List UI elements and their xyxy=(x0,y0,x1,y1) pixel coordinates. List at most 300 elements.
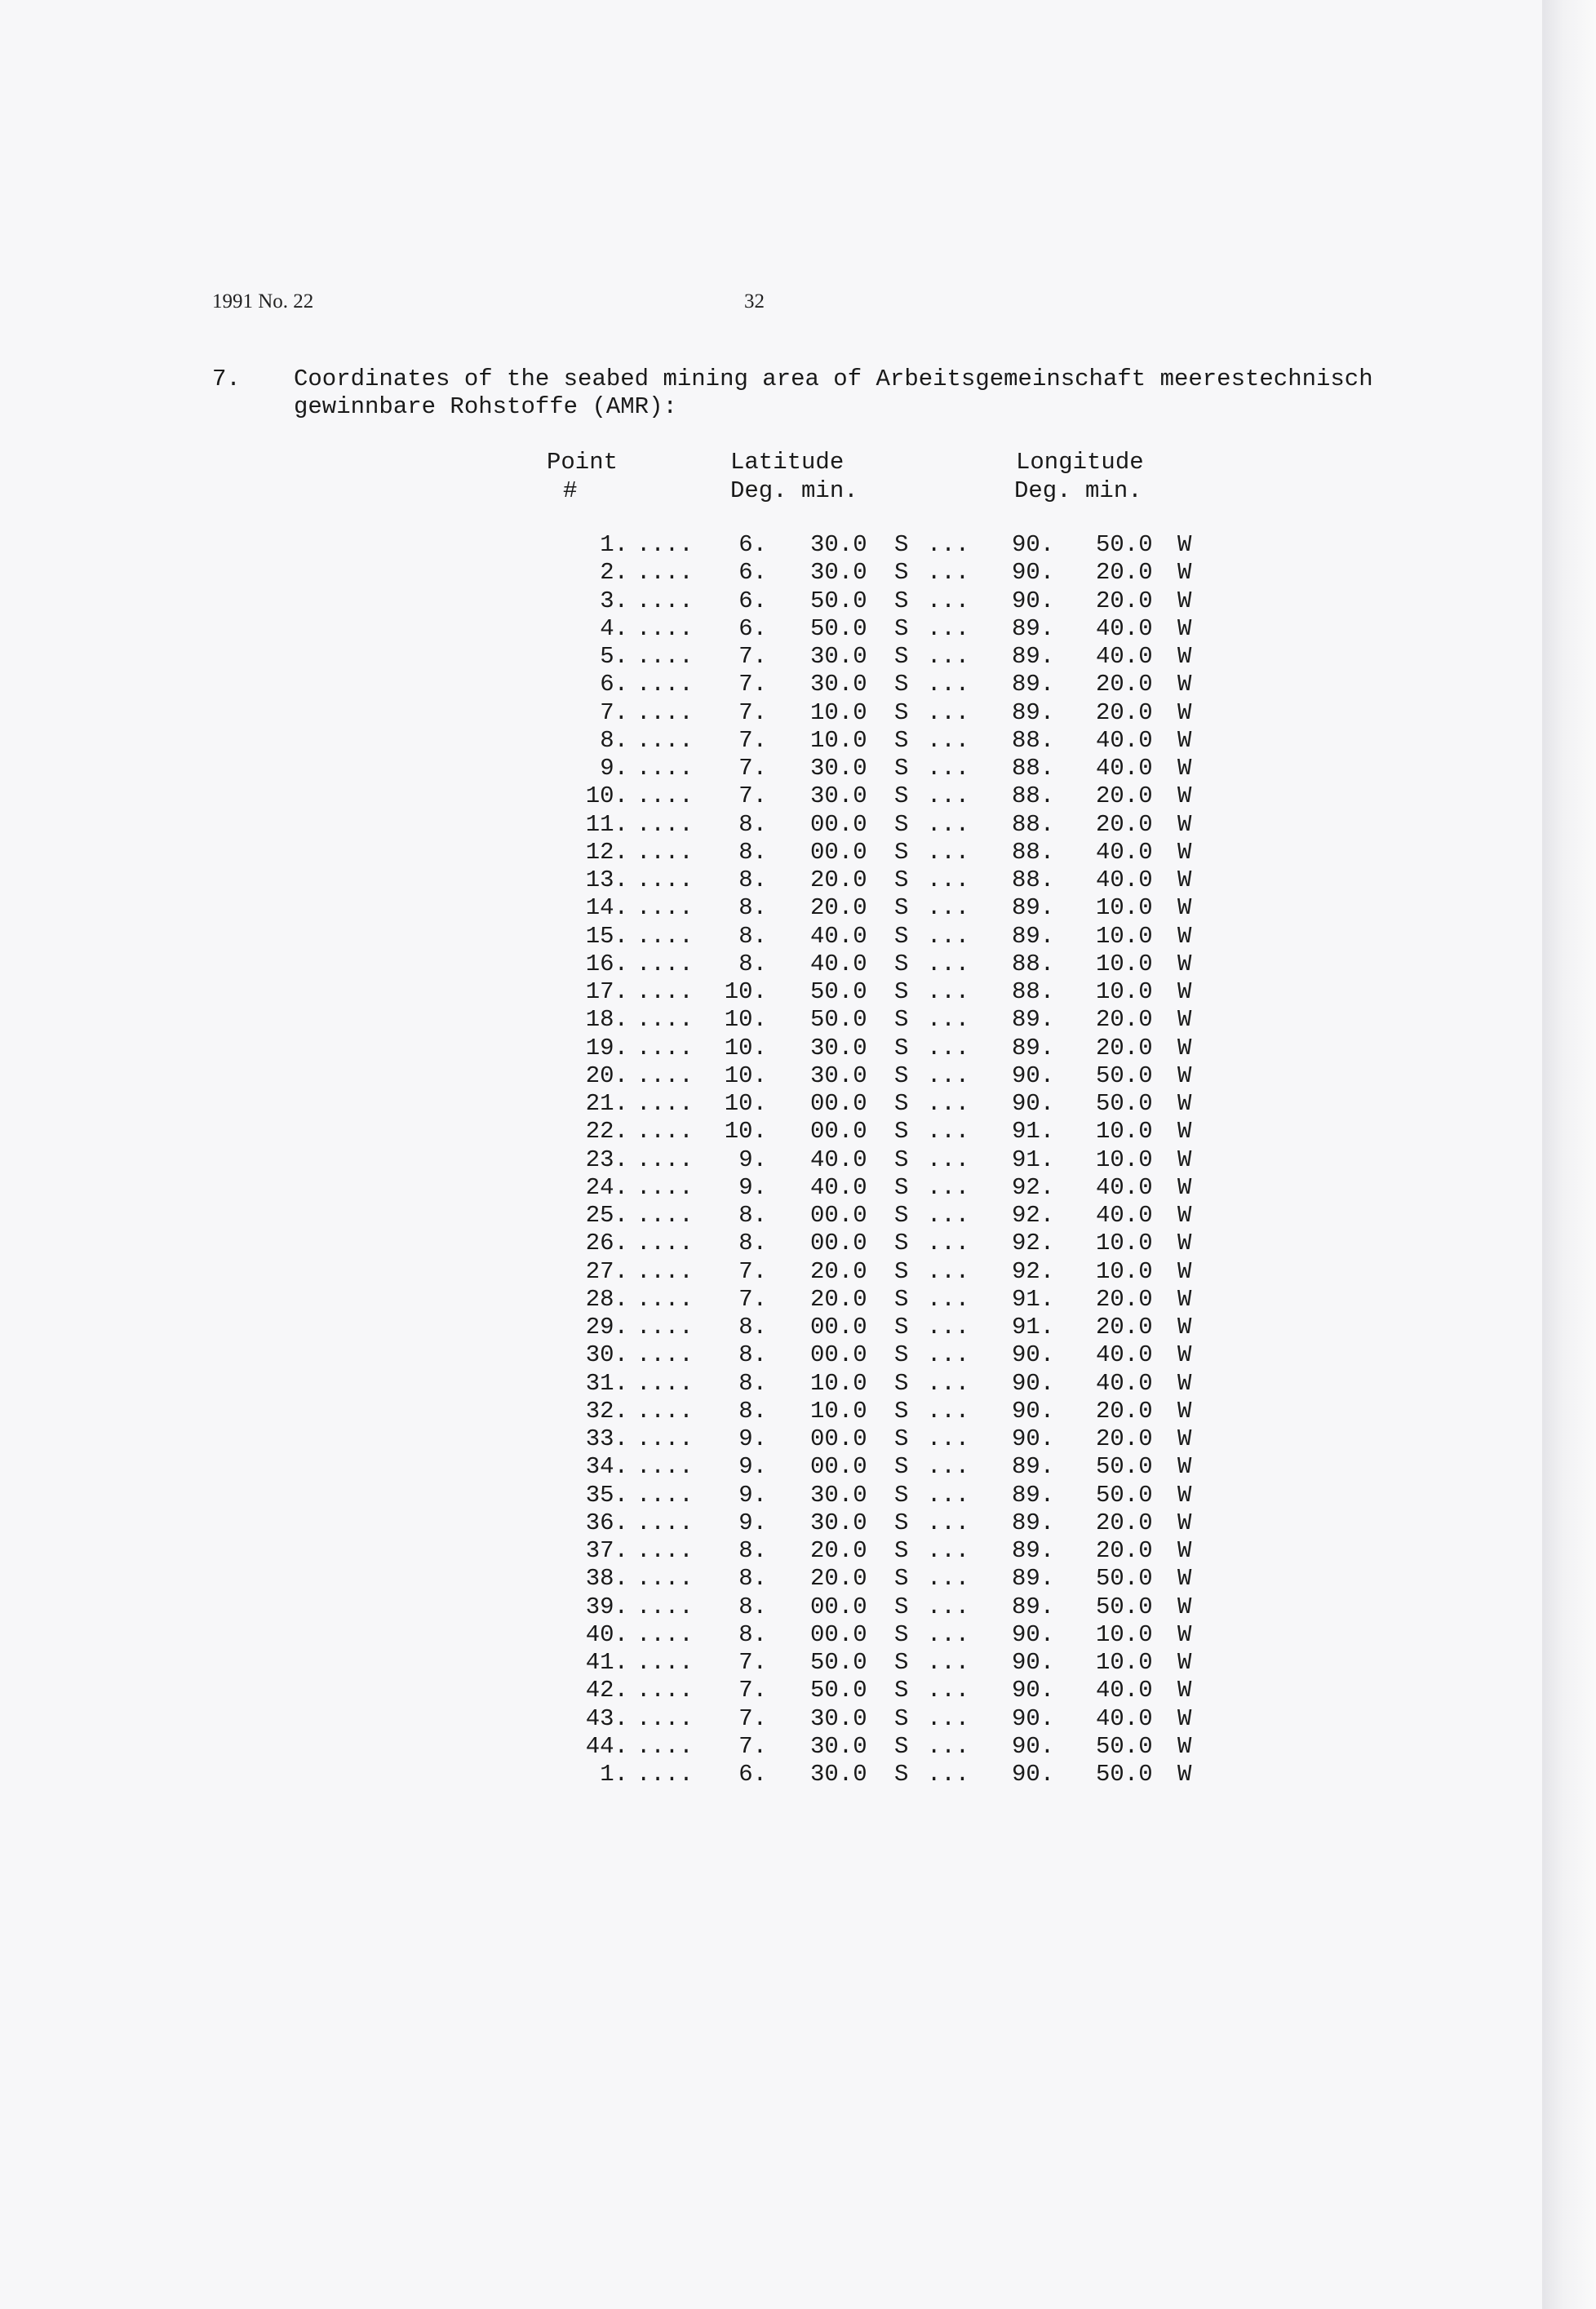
longitude-minutes: 10.0 xyxy=(1096,1146,1153,1173)
latitude-degrees: 7. xyxy=(738,782,767,810)
leader-dots: .... xyxy=(636,1369,694,1397)
point-number: 33. xyxy=(585,1425,628,1452)
point-number: 12. xyxy=(585,838,628,866)
longitude-degrees: 91. xyxy=(1012,1146,1055,1173)
leader-ellipsis: ... xyxy=(927,1146,970,1173)
longitude-degrees: 89. xyxy=(1012,1453,1055,1481)
point-number: 38. xyxy=(585,1565,628,1593)
leader-dots: .... xyxy=(636,1732,694,1760)
latitude-minutes: 30.0 xyxy=(810,531,867,558)
longitude-degrees: 90. xyxy=(1012,1425,1055,1452)
table-row xyxy=(0,699,1542,727)
latitude-degrees: 8. xyxy=(738,838,767,866)
latitude-degrees: 6. xyxy=(738,559,767,587)
leader-ellipsis: ... xyxy=(927,1173,970,1201)
longitude-degrees: 88. xyxy=(1012,755,1055,782)
latitude-hemisphere: S xyxy=(894,1649,909,1676)
longitude-minutes: 40.0 xyxy=(1096,1677,1153,1704)
section-number: 7. xyxy=(212,366,241,392)
longitude-degrees: 88. xyxy=(1012,782,1055,810)
table-row xyxy=(0,559,1542,587)
leader-dots: .... xyxy=(636,755,694,782)
longitude-hemisphere: W xyxy=(1177,866,1192,893)
latitude-degrees: 7. xyxy=(738,755,767,782)
point-number: 15. xyxy=(585,922,628,950)
point-number: 34. xyxy=(585,1453,628,1481)
leader-dots: .... xyxy=(636,1230,694,1257)
latitude-hemisphere: S xyxy=(894,838,909,866)
point-number: 24. xyxy=(585,1173,628,1201)
table-row xyxy=(0,951,1542,978)
leader-dots: .... xyxy=(636,1341,694,1369)
longitude-hemisphere: W xyxy=(1177,1369,1192,1397)
longitude-minutes: 20.0 xyxy=(1096,1425,1153,1452)
point-number: 1. xyxy=(600,531,628,558)
latitude-degrees: 8. xyxy=(738,1230,767,1257)
longitude-hemisphere: W xyxy=(1177,950,1192,977)
longitude-degrees: 89. xyxy=(1012,1537,1055,1564)
longitude-degrees: 90. xyxy=(1012,1397,1055,1425)
latitude-minutes: 30.0 xyxy=(810,1704,867,1732)
longitude-degrees: 92. xyxy=(1012,1173,1055,1201)
leader-ellipsis: ... xyxy=(927,922,970,950)
latitude-hemisphere: S xyxy=(894,1704,909,1732)
leader-dots: .... xyxy=(636,1565,694,1593)
leader-ellipsis: ... xyxy=(927,1034,970,1061)
longitude-degrees: 88. xyxy=(1012,726,1055,754)
table-row xyxy=(0,1733,1542,1761)
point-number: 40. xyxy=(585,1620,628,1648)
longitude-degrees: 89. xyxy=(1012,1509,1055,1536)
point-number: 16. xyxy=(585,950,628,977)
table-row xyxy=(0,1398,1542,1425)
table-row xyxy=(0,1090,1542,1118)
latitude-minutes: 30.0 xyxy=(810,643,867,670)
latitude-minutes: 40.0 xyxy=(810,1146,867,1173)
leader-ellipsis: ... xyxy=(927,1481,970,1509)
latitude-hemisphere: S xyxy=(894,1453,909,1481)
longitude-degrees: 88. xyxy=(1012,866,1055,893)
longitude-hemisphere: W xyxy=(1177,1173,1192,1201)
leader-dots: .... xyxy=(636,1677,694,1704)
latitude-minutes: 00.0 xyxy=(810,1118,867,1146)
longitude-hemisphere: W xyxy=(1177,838,1192,866)
leader-ellipsis: ... xyxy=(927,838,970,866)
table-row xyxy=(0,1035,1542,1062)
latitude-minutes: 00.0 xyxy=(810,1314,867,1341)
latitude-hemisphere: S xyxy=(894,894,909,922)
table-row xyxy=(0,1341,1542,1369)
longitude-degrees: 90. xyxy=(1012,1677,1055,1704)
longitude-degrees: 90. xyxy=(1012,1704,1055,1732)
leader-ellipsis: ... xyxy=(927,1565,970,1593)
latitude-degrees: 9. xyxy=(738,1173,767,1201)
longitude-hemisphere: W xyxy=(1177,1061,1192,1089)
longitude-minutes: 20.0 xyxy=(1096,1537,1153,1564)
latitude-minutes: 10.0 xyxy=(810,1369,867,1397)
table-row xyxy=(0,1453,1542,1481)
latitude-minutes: 20.0 xyxy=(810,1537,867,1564)
latitude-degrees: 6. xyxy=(738,587,767,614)
table-row xyxy=(0,1705,1542,1733)
table-row xyxy=(0,1062,1542,1090)
leader-dots: .... xyxy=(636,838,694,866)
longitude-hemisphere: W xyxy=(1177,1481,1192,1509)
longitude-degrees: 89. xyxy=(1012,1565,1055,1593)
longitude-minutes: 20.0 xyxy=(1096,1285,1153,1313)
latitude-hemisphere: S xyxy=(894,922,909,950)
longitude-minutes: 40.0 xyxy=(1096,1173,1153,1201)
longitude-degrees: 90. xyxy=(1012,531,1055,558)
table-row xyxy=(0,1482,1542,1509)
column-subheader-latitude: Deg. min. xyxy=(730,477,858,504)
point-number: 29. xyxy=(585,1314,628,1341)
longitude-hemisphere: W xyxy=(1177,671,1192,698)
leader-ellipsis: ... xyxy=(927,1649,970,1676)
longitude-hemisphere: W xyxy=(1177,1761,1192,1788)
point-number: 6. xyxy=(600,671,628,698)
table-row xyxy=(0,839,1542,866)
leader-ellipsis: ... xyxy=(927,559,970,587)
latitude-hemisphere: S xyxy=(894,671,909,698)
latitude-degrees: 7. xyxy=(738,1285,767,1313)
latitude-degrees: 8. xyxy=(738,1341,767,1369)
table-row xyxy=(0,1370,1542,1398)
latitude-minutes: 00.0 xyxy=(810,1202,867,1229)
point-number: 7. xyxy=(600,698,628,726)
longitude-hemisphere: W xyxy=(1177,1509,1192,1536)
leader-dots: .... xyxy=(636,1006,694,1034)
latitude-degrees: 10. xyxy=(724,1118,767,1146)
longitude-hemisphere: W xyxy=(1177,755,1192,782)
point-number: 9. xyxy=(600,755,628,782)
point-number: 5. xyxy=(600,643,628,670)
latitude-minutes: 20.0 xyxy=(810,866,867,893)
leader-dots: .... xyxy=(636,1146,694,1173)
longitude-degrees: 89. xyxy=(1012,614,1055,642)
table-row xyxy=(0,866,1542,894)
latitude-hemisphere: S xyxy=(894,1257,909,1285)
latitude-minutes: 20.0 xyxy=(810,1285,867,1313)
leader-dots: .... xyxy=(636,950,694,977)
longitude-hemisphere: W xyxy=(1177,698,1192,726)
point-number: 13. xyxy=(585,866,628,893)
latitude-hemisphere: S xyxy=(894,531,909,558)
longitude-minutes: 50.0 xyxy=(1096,1061,1153,1089)
latitude-degrees: 9. xyxy=(738,1509,767,1536)
table-row xyxy=(0,1314,1542,1341)
longitude-hemisphere: W xyxy=(1177,1704,1192,1732)
latitude-minutes: 50.0 xyxy=(810,1677,867,1704)
longitude-minutes: 20.0 xyxy=(1096,1034,1153,1061)
latitude-hemisphere: S xyxy=(894,1677,909,1704)
leader-ellipsis: ... xyxy=(927,950,970,977)
longitude-hemisphere: W xyxy=(1177,1341,1192,1369)
longitude-degrees: 88. xyxy=(1012,838,1055,866)
latitude-hemisphere: S xyxy=(894,1732,909,1760)
longitude-hemisphere: W xyxy=(1177,1565,1192,1593)
longitude-degrees: 91. xyxy=(1012,1314,1055,1341)
leader-dots: .... xyxy=(636,587,694,614)
latitude-degrees: 7. xyxy=(738,1677,767,1704)
leader-ellipsis: ... xyxy=(927,1341,970,1369)
latitude-degrees: 6. xyxy=(738,1761,767,1788)
latitude-degrees: 9. xyxy=(738,1453,767,1481)
longitude-degrees: 90. xyxy=(1012,1090,1055,1117)
latitude-minutes: 00.0 xyxy=(810,1425,867,1452)
publication-reference: 1991 No. 22 xyxy=(212,290,314,312)
point-number: 11. xyxy=(585,810,628,838)
leader-dots: .... xyxy=(636,726,694,754)
table-row xyxy=(0,1118,1542,1146)
leader-ellipsis: ... xyxy=(927,726,970,754)
point-number: 23. xyxy=(585,1146,628,1173)
leader-dots: .... xyxy=(636,1704,694,1732)
longitude-hemisphere: W xyxy=(1177,587,1192,614)
latitude-hemisphere: S xyxy=(894,1425,909,1452)
latitude-degrees: 10. xyxy=(724,1034,767,1061)
longitude-degrees: 89. xyxy=(1012,1593,1055,1620)
leader-dots: .... xyxy=(636,643,694,670)
leader-dots: .... xyxy=(636,559,694,587)
longitude-hemisphere: W xyxy=(1177,810,1192,838)
longitude-hemisphere: W xyxy=(1177,978,1192,1005)
point-number: 31. xyxy=(585,1369,628,1397)
longitude-hemisphere: W xyxy=(1177,894,1192,922)
point-number: 14. xyxy=(585,894,628,922)
longitude-degrees: 91. xyxy=(1012,1118,1055,1146)
longitude-minutes: 50.0 xyxy=(1096,1593,1153,1620)
longitude-hemisphere: W xyxy=(1177,1649,1192,1676)
longitude-minutes: 50.0 xyxy=(1096,1732,1153,1760)
longitude-minutes: 10.0 xyxy=(1096,1620,1153,1648)
leader-ellipsis: ... xyxy=(927,1090,970,1117)
latitude-minutes: 00.0 xyxy=(810,1453,867,1481)
longitude-minutes: 10.0 xyxy=(1096,894,1153,922)
leader-ellipsis: ... xyxy=(927,1369,970,1397)
longitude-degrees: 92. xyxy=(1012,1230,1055,1257)
longitude-degrees: 90. xyxy=(1012,1732,1055,1760)
longitude-degrees: 88. xyxy=(1012,810,1055,838)
longitude-hemisphere: W xyxy=(1177,1006,1192,1034)
table-row xyxy=(0,978,1542,1006)
latitude-minutes: 00.0 xyxy=(810,1230,867,1257)
table-row xyxy=(0,1677,1542,1704)
table-row xyxy=(0,1649,1542,1677)
column-subheader-point: # xyxy=(563,477,578,504)
latitude-degrees: 8. xyxy=(738,922,767,950)
longitude-degrees: 90. xyxy=(1012,587,1055,614)
latitude-minutes: 30.0 xyxy=(810,1061,867,1089)
leader-ellipsis: ... xyxy=(927,1285,970,1313)
latitude-minutes: 00.0 xyxy=(810,1341,867,1369)
longitude-degrees: 92. xyxy=(1012,1257,1055,1285)
leader-dots: .... xyxy=(636,1649,694,1676)
longitude-degrees: 90. xyxy=(1012,1341,1055,1369)
point-number: 18. xyxy=(585,1006,628,1034)
leader-dots: .... xyxy=(636,1481,694,1509)
leader-ellipsis: ... xyxy=(927,1593,970,1620)
latitude-hemisphere: S xyxy=(894,1034,909,1061)
longitude-degrees: 90. xyxy=(1012,1620,1055,1648)
table-row xyxy=(0,755,1542,782)
longitude-degrees: 89. xyxy=(1012,1006,1055,1034)
latitude-minutes: 30.0 xyxy=(810,1761,867,1788)
column-header-latitude: Latitude xyxy=(730,449,845,476)
latitude-hemisphere: S xyxy=(894,1565,909,1593)
leader-ellipsis: ... xyxy=(927,1761,970,1788)
leader-ellipsis: ... xyxy=(927,755,970,782)
longitude-degrees: 88. xyxy=(1012,950,1055,977)
latitude-hemisphere: S xyxy=(894,726,909,754)
longitude-minutes: 40.0 xyxy=(1096,866,1153,893)
longitude-hemisphere: W xyxy=(1177,531,1192,558)
longitude-degrees: 90. xyxy=(1012,559,1055,587)
longitude-minutes: 50.0 xyxy=(1096,531,1153,558)
latitude-hemisphere: S xyxy=(894,810,909,838)
leader-ellipsis: ... xyxy=(927,866,970,893)
point-number: 1. xyxy=(600,1761,628,1788)
latitude-degrees: 6. xyxy=(738,614,767,642)
longitude-minutes: 40.0 xyxy=(1096,1369,1153,1397)
leader-dots: .... xyxy=(636,1034,694,1061)
latitude-hemisphere: S xyxy=(894,1481,909,1509)
latitude-hemisphere: S xyxy=(894,978,909,1005)
longitude-minutes: 10.0 xyxy=(1096,1118,1153,1146)
table-row xyxy=(0,531,1542,559)
table-row xyxy=(0,1509,1542,1537)
latitude-minutes: 20.0 xyxy=(810,1257,867,1285)
latitude-degrees: 8. xyxy=(738,1369,767,1397)
longitude-minutes: 20.0 xyxy=(1096,698,1153,726)
longitude-hemisphere: W xyxy=(1177,1034,1192,1061)
longitude-degrees: 90. xyxy=(1012,1761,1055,1788)
longitude-minutes: 50.0 xyxy=(1096,1565,1153,1593)
longitude-degrees: 90. xyxy=(1012,1061,1055,1089)
leader-dots: .... xyxy=(636,1593,694,1620)
section-title: Coordinates of the seabed mining area of Arbeitsgemeinschaft meerestechnisch gewinnbare Rohstoffe (AMR): xyxy=(294,366,1373,420)
leader-dots: .... xyxy=(636,1173,694,1201)
latitude-minutes: 00.0 xyxy=(810,810,867,838)
latitude-hemisphere: S xyxy=(894,1593,909,1620)
longitude-minutes: 20.0 xyxy=(1096,810,1153,838)
latitude-minutes: 30.0 xyxy=(810,1509,867,1536)
latitude-hemisphere: S xyxy=(894,755,909,782)
point-number: 26. xyxy=(585,1230,628,1257)
latitude-degrees: 7. xyxy=(738,1704,767,1732)
leader-ellipsis: ... xyxy=(927,1425,970,1452)
column-header-point: Point xyxy=(547,449,618,476)
longitude-degrees: 89. xyxy=(1012,698,1055,726)
point-number: 44. xyxy=(585,1732,628,1760)
point-number: 42. xyxy=(585,1677,628,1704)
latitude-hemisphere: S xyxy=(894,1285,909,1313)
leader-ellipsis: ... xyxy=(927,1257,970,1285)
longitude-minutes: 10.0 xyxy=(1096,1649,1153,1676)
longitude-minutes: 20.0 xyxy=(1096,1509,1153,1536)
longitude-minutes: 40.0 xyxy=(1096,643,1153,670)
longitude-hemisphere: W xyxy=(1177,1314,1192,1341)
table-row xyxy=(0,1006,1542,1034)
leader-ellipsis: ... xyxy=(927,782,970,810)
longitude-minutes: 20.0 xyxy=(1096,671,1153,698)
longitude-hemisphere: W xyxy=(1177,1593,1192,1620)
longitude-minutes: 40.0 xyxy=(1096,838,1153,866)
latitude-minutes: 20.0 xyxy=(810,1565,867,1593)
leader-dots: .... xyxy=(636,1761,694,1788)
longitude-hemisphere: W xyxy=(1177,1537,1192,1564)
longitude-minutes: 50.0 xyxy=(1096,1761,1153,1788)
longitude-minutes: 40.0 xyxy=(1096,614,1153,642)
latitude-hemisphere: S xyxy=(894,866,909,893)
latitude-minutes: 50.0 xyxy=(810,1649,867,1676)
table-row xyxy=(0,1565,1542,1593)
longitude-hemisphere: W xyxy=(1177,1732,1192,1760)
longitude-hemisphere: W xyxy=(1177,1285,1192,1313)
longitude-hemisphere: W xyxy=(1177,1397,1192,1425)
latitude-minutes: 30.0 xyxy=(810,782,867,810)
table-row xyxy=(0,782,1542,810)
latitude-hemisphere: S xyxy=(894,1146,909,1173)
point-number: 30. xyxy=(585,1341,628,1369)
longitude-hemisphere: W xyxy=(1177,1090,1192,1117)
point-number: 17. xyxy=(585,978,628,1005)
leader-ellipsis: ... xyxy=(927,1397,970,1425)
leader-dots: .... xyxy=(636,698,694,726)
latitude-minutes: 10.0 xyxy=(810,698,867,726)
latitude-hemisphere: S xyxy=(894,1761,909,1788)
longitude-minutes: 20.0 xyxy=(1096,1314,1153,1341)
latitude-degrees: 7. xyxy=(738,671,767,698)
latitude-hemisphere: S xyxy=(894,1537,909,1564)
longitude-hemisphere: W xyxy=(1177,1257,1192,1285)
table-row xyxy=(0,1258,1542,1286)
latitude-minutes: 10.0 xyxy=(810,1397,867,1425)
longitude-degrees: 88. xyxy=(1012,978,1055,1005)
latitude-minutes: 30.0 xyxy=(810,559,867,587)
longitude-minutes: 10.0 xyxy=(1096,1230,1153,1257)
table-row xyxy=(0,643,1542,671)
table-row xyxy=(0,587,1542,615)
latitude-degrees: 7. xyxy=(738,726,767,754)
table-row xyxy=(0,1621,1542,1649)
latitude-degrees: 8. xyxy=(738,1202,767,1229)
table-row xyxy=(0,1286,1542,1314)
latitude-minutes: 10.0 xyxy=(810,726,867,754)
leader-dots: .... xyxy=(636,866,694,893)
leader-ellipsis: ... xyxy=(927,1537,970,1564)
page-number: 32 xyxy=(744,290,765,312)
table-row xyxy=(0,1761,1542,1788)
latitude-degrees: 6. xyxy=(738,531,767,558)
table-row xyxy=(0,923,1542,951)
longitude-minutes: 20.0 xyxy=(1096,1006,1153,1034)
latitude-degrees: 7. xyxy=(738,1649,767,1676)
longitude-minutes: 50.0 xyxy=(1096,1453,1153,1481)
longitude-minutes: 40.0 xyxy=(1096,755,1153,782)
leader-ellipsis: ... xyxy=(927,643,970,670)
latitude-minutes: 30.0 xyxy=(810,1732,867,1760)
latitude-degrees: 10. xyxy=(724,1006,767,1034)
latitude-minutes: 40.0 xyxy=(810,950,867,977)
longitude-degrees: 91. xyxy=(1012,1285,1055,1313)
longitude-minutes: 40.0 xyxy=(1096,1341,1153,1369)
latitude-hemisphere: S xyxy=(894,1509,909,1536)
latitude-hemisphere: S xyxy=(894,1006,909,1034)
longitude-hemisphere: W xyxy=(1177,922,1192,950)
longitude-minutes: 10.0 xyxy=(1096,922,1153,950)
point-number: 41. xyxy=(585,1649,628,1676)
